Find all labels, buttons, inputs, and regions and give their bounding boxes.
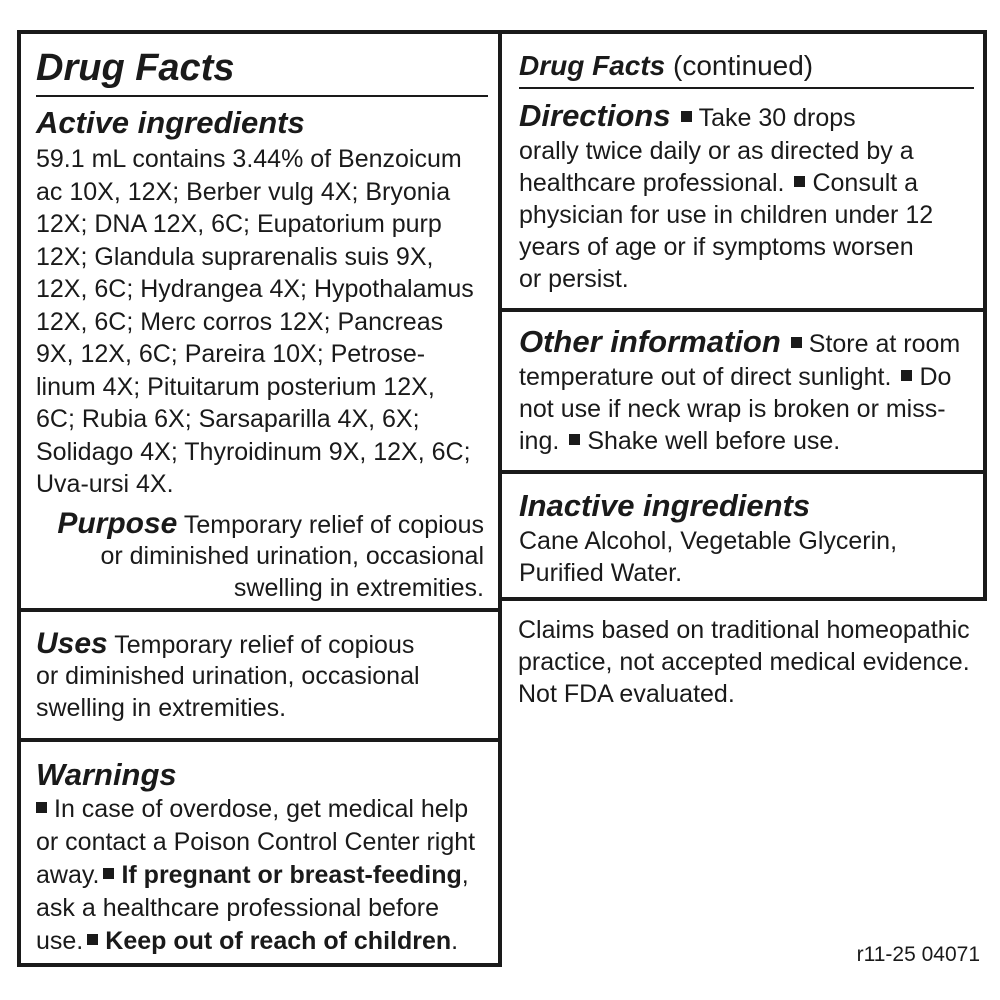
- inactive-ingredients-panel: [498, 470, 987, 601]
- bullet-square-icon: [794, 176, 805, 187]
- other-text-2b: Do: [919, 363, 952, 391]
- warnings-line-5: [36, 925, 458, 957]
- active-ingredient-line: Solidago 4X; Thyroidinum 9X, 12X, 6C;: [36, 437, 471, 466]
- bullet-square-icon: [103, 868, 114, 879]
- other-information-panel: [498, 308, 987, 474]
- warnings-line-3: [36, 859, 469, 891]
- active-ingredient-line: 59.1 mL contains 3.44% of Benzoicum: [36, 145, 462, 173]
- other-information-heading: Other information: [519, 324, 781, 359]
- inactive-line-1: Cane Alcohol, Vegetable Glycerin,: [519, 527, 898, 555]
- active-ingredient-line: 12X; Glandula suprarenalis suis 9X,: [36, 242, 434, 271]
- warnings-panel: [17, 738, 502, 967]
- keep-out-warning: Keep out of reach of children: [105, 927, 452, 955]
- pregnant-warning: If pregnant or breast-feeding: [121, 861, 462, 889]
- active-ingredient-line: 6C; Rubia 6X; Sarsaparilla 4X, 6X;: [36, 405, 420, 433]
- warnings-line-4: ask a healthcare professional before: [36, 894, 440, 922]
- inactive-line-2: Purified Water.: [519, 559, 683, 587]
- drug-facts-title: Drug Facts: [36, 47, 235, 89]
- claims-line-1: Claims based on traditional homeopathic: [518, 616, 970, 644]
- purpose-line-2: or diminished urination, occasional: [100, 542, 484, 570]
- warnings-line-1: [36, 793, 468, 825]
- directions-line-5: years of age or if symptoms worsen: [519, 233, 914, 261]
- directions-line-3: [519, 167, 918, 199]
- directions-text-3a: healthcare professional.: [519, 169, 785, 197]
- active-ingredient-line: ac 10X, 12X; Berber vulg 4X; Bryonia: [36, 177, 451, 206]
- purpose-text-1: Temporary relief of copious: [183, 511, 484, 539]
- bullet-square-icon: [681, 111, 692, 122]
- warnings-text-5-end: .: [451, 927, 459, 955]
- bullet-square-icon: [791, 337, 802, 348]
- active-ingredients-heading: Active ingredients: [36, 105, 305, 140]
- continued-title: [519, 49, 813, 83]
- directions-line-6: or persist.: [519, 265, 629, 293]
- uses-line-2: or diminished urination, occasional: [36, 662, 420, 690]
- other-line-4: [519, 425, 840, 457]
- directions-line-2: orally twice daily or as directed by a: [519, 137, 914, 165]
- warnings-text-1: In case of overdose, get medical help: [54, 795, 469, 823]
- claims-line-3: Not FDA evaluated.: [518, 680, 735, 708]
- warnings-text-5-start: use.: [36, 927, 84, 955]
- uses-heading: Uses: [36, 627, 108, 660]
- uses-line-1: [36, 628, 414, 661]
- other-line-3: not use if neck wrap is broken or miss-: [519, 395, 946, 423]
- uses-text-1: Temporary relief of copious: [114, 631, 415, 659]
- bullet-square-icon: [87, 934, 98, 945]
- bullet-square-icon: [901, 370, 912, 381]
- directions-panel: [498, 30, 987, 312]
- active-ingredient-line: linum 4X; Pituitarum posterium 12X,: [36, 372, 435, 401]
- other-line-1: [519, 326, 960, 360]
- directions-heading: Directions: [519, 98, 671, 133]
- continued-title-suffix: (continued): [673, 50, 814, 81]
- continued-title-bold: Drug Facts: [519, 50, 666, 81]
- product-code: r11-25 04071: [856, 943, 980, 966]
- continued-divider: [519, 87, 974, 89]
- drug-facts-panel: [17, 30, 502, 612]
- other-text-4a: ing.: [519, 427, 560, 455]
- uses-panel: [17, 608, 502, 742]
- warnings-text-3-end: ,: [461, 861, 469, 889]
- bullet-square-icon: [569, 434, 580, 445]
- active-ingredient-line: 12X, 6C; Merc corros 12X; Pancreas: [36, 307, 444, 336]
- warnings-line-2: or contact a Poison Control Center right: [36, 828, 476, 856]
- warnings-text-3-start: away.: [36, 861, 100, 889]
- warnings-heading: Warnings: [36, 757, 177, 792]
- directions-line-1: [519, 100, 856, 134]
- active-ingredient-line: 9X, 12X, 6C; Pareira 10X; Petrose-: [36, 340, 426, 368]
- purpose-heading: Purpose: [57, 507, 178, 540]
- active-ingredient-line: 12X, 6C; Hydrangea 4X; Hypothalamus: [36, 275, 474, 303]
- title-divider: [36, 95, 488, 97]
- inactive-ingredients-heading: Inactive ingredients: [519, 488, 811, 523]
- directions-line-4: physician for use in children under 12: [519, 201, 934, 229]
- active-ingredient-line: Uva-ursi 4X.: [36, 470, 174, 498]
- active-ingredient-line: 12X; DNA 12X, 6C; Eupatorium purp: [36, 210, 442, 238]
- other-text-1: Store at room: [808, 330, 961, 358]
- bullet-square-icon: [36, 802, 47, 813]
- uses-line-3: swelling in extremities.: [36, 694, 287, 722]
- other-line-2: [519, 361, 951, 393]
- other-text-2a: temperature out of direct sunlight.: [519, 363, 892, 391]
- purpose-line-1: [57, 508, 484, 541]
- directions-text-3b: Consult a: [812, 169, 919, 197]
- other-text-4b: Shake well before use.: [587, 427, 841, 455]
- purpose-line-3: swelling in extremities.: [233, 574, 484, 602]
- directions-text-1: Take 30 drops: [698, 104, 856, 132]
- claims-line-2: practice, not accepted medical evidence.: [518, 648, 970, 676]
